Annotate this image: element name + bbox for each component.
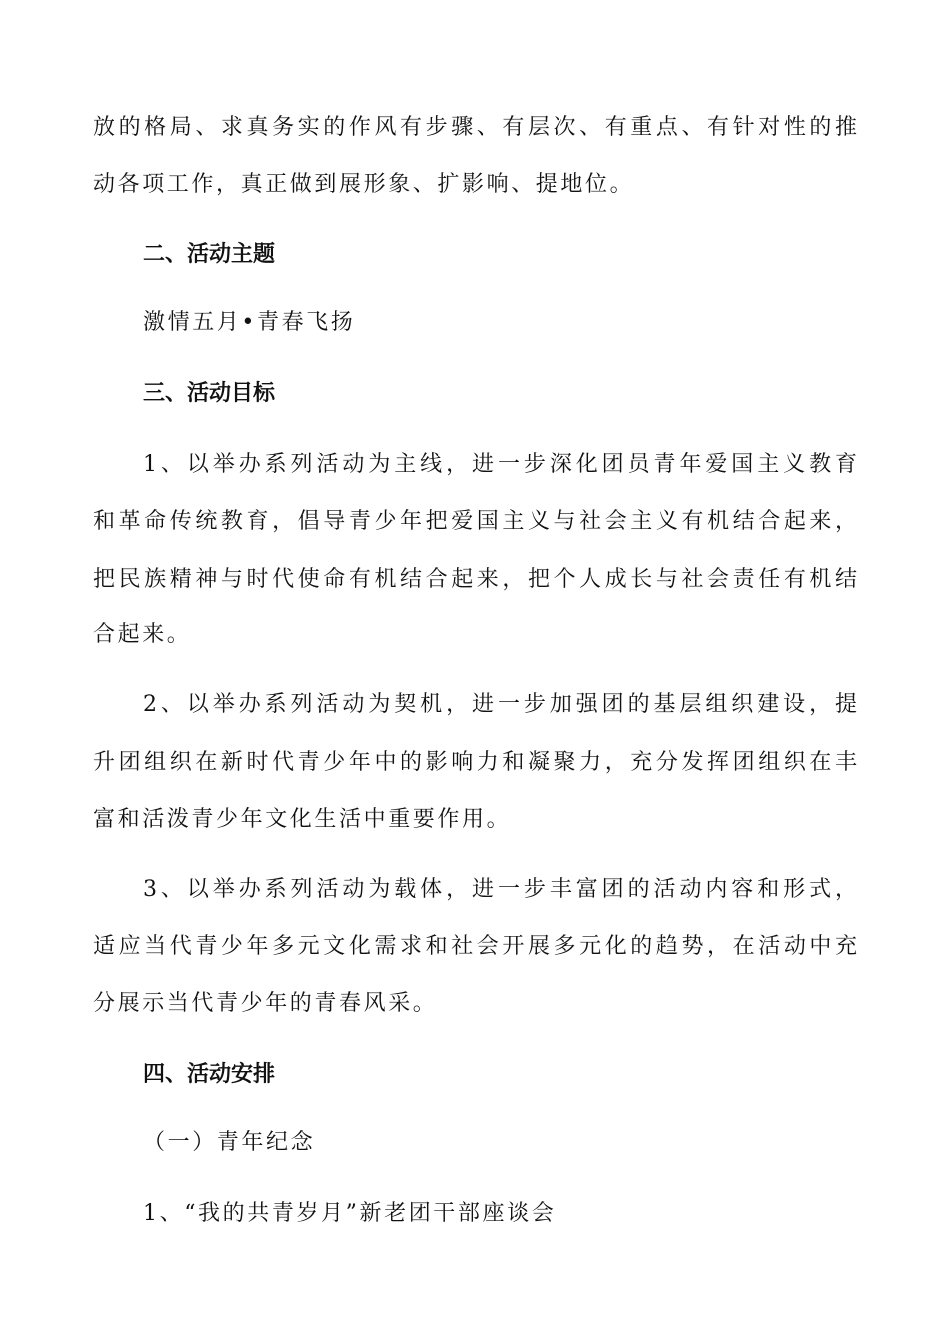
paragraph-line: 3、以举办系列活动为载体，进一步丰富团的活动内容和形式， — [143, 877, 857, 902]
paragraph-line: 1、以举办系列活动为主线，进一步深化团员青年爱国主义教育 — [143, 452, 857, 477]
paragraph-line: 合起来。 — [93, 622, 192, 647]
paragraph-line: 富和活泼青少年文化生活中重要作用。 — [93, 807, 512, 832]
list-item: 1、“我的共青岁月”新老团干部座谈会 — [143, 1201, 557, 1226]
subsection-heading: （一）青年纪念 — [143, 1130, 316, 1155]
paragraph-line: 适应当代青少年多元文化需求和社会开展多元化的趋势，在活动中充 — [93, 934, 857, 959]
theme-text: 激情五月•青春飞扬 — [143, 310, 356, 335]
paragraph-line: 分展示当代青少年的青春风采。 — [93, 991, 438, 1016]
paragraph-line: 升团组织在新时代青少年中的影响力和凝聚力，充分发挥团组织在丰 — [93, 750, 857, 775]
paragraph-line: 动各项工作，真正做到展形象、扩影响、提地位。 — [93, 172, 635, 197]
paragraph-line: 和革命传统教育，倡导青少年把爱国主义与社会主义有机结合起来， — [93, 509, 857, 534]
section-heading-goals: 三、活动目标 — [143, 381, 276, 406]
section-heading-schedule: 四、活动安排 — [143, 1062, 276, 1087]
paragraph-line: 放的格局、求真务实的作风有步骤、有层次、有重点、有针对性的推 — [93, 115, 857, 140]
paragraph-line: 把民族精神与时代使命有机结合起来，把个人成长与社会责任有机结 — [93, 567, 857, 592]
paragraph-line: 2、以举办系列活动为契机，进一步加强团的基层组织建设，提 — [143, 692, 857, 717]
section-heading-theme: 二、活动主题 — [143, 242, 276, 267]
